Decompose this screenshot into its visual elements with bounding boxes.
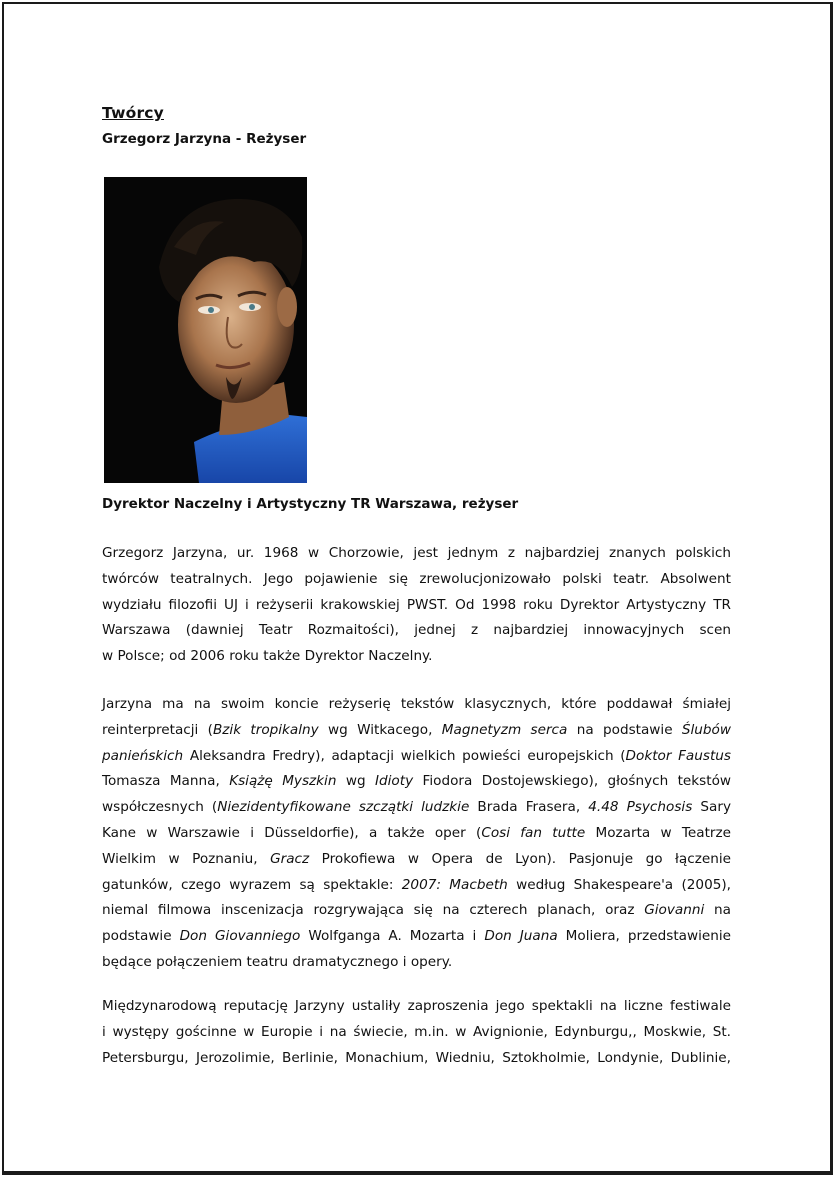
text-run: wg — [336, 773, 376, 790]
text-line — [102, 744, 731, 770]
text-line — [102, 924, 731, 950]
text-line: i występy gościnne w Europie i na świecie, m.in. w Avignionie, Edynburgu,, Moskwie, St. — [102, 1023, 731, 1040]
text-line: Warszawa (dawniej Teatr Rozmaitości), jednej z najbardziej innowacyjnych scen — [102, 622, 731, 639]
text-line — [102, 847, 731, 873]
title-italic: Don Giovanniego — [179, 928, 301, 945]
text-line: będące połączeniem teatru dramatycznego i opery. — [102, 953, 453, 970]
biography-paragraph-3 — [102, 994, 731, 1071]
title-italic: Niezidentyfikowane szczątki ludzkie — [217, 799, 470, 816]
text-line: Petersburgu, Jerozolimie, Berlinie, Monachium, Wiedniu, Sztokholmie, Londynie, Dublinie, — [102, 1049, 731, 1066]
title-italic: Ślubów — [681, 721, 731, 738]
text-run: Fiodora Dostojewskiego), głośnych tekstów — [413, 773, 732, 790]
text-run: reinterpretacji ( — [102, 721, 213, 738]
text-line: twórców teatralnych. Jego pojawienie się zrewolucjonizowało polski teatr. Absolwent — [102, 570, 731, 587]
title-italic: Gracz — [270, 850, 310, 867]
text-run: według Shakespeare'a (2005), — [507, 876, 732, 893]
text-run: niemal filmowa inscenizacja rozgrywająca się na czterech planach, oraz — [102, 902, 645, 919]
text-line: wydziału filozofii UJ i reżyserii krakowskiej PWST. Od 1998 roku Dyrektor Artystyczny TR — [102, 596, 731, 613]
portrait-photo — [104, 177, 307, 483]
title-italic: Bzik tropikalny — [212, 721, 319, 738]
title-italic: 2007: Macbeth — [401, 876, 508, 893]
text-line: Międzynarodową reputację Jarzyny ustaliły zaproszenia jego spektakli na liczne festiwale — [102, 998, 731, 1014]
section-title: Twórcy — [102, 104, 164, 122]
text-line: w Polsce; od 2006 roku także Dyrektor Naczelny. — [102, 648, 433, 665]
text-run: Wielkim w Poznaniu, — [102, 850, 271, 867]
title-italic: Giovanni — [644, 902, 705, 919]
title-italic: Cosi fan tutte — [481, 824, 586, 841]
text-line — [102, 769, 731, 795]
text-run: Mozarta w Teatrze — [585, 824, 732, 841]
text-run: podstawie — [102, 928, 180, 945]
text-line: Jarzyna ma na swoim koncie reżyserię tekstów klasycznych, które poddawał śmiałej — [102, 696, 731, 712]
title-italic: Magnetyzm serca — [441, 721, 568, 738]
biography-paragraph-2 — [102, 692, 731, 976]
text-line — [102, 795, 731, 821]
text-run: wg Witkacego, — [318, 721, 442, 738]
title-italic: Książę Myszkin — [229, 773, 337, 790]
role-heading: Dyrektor Naczelny i Artystyczny TR Warszawa, reżyser — [102, 496, 519, 512]
title-italic: Idioty — [375, 773, 414, 790]
title-italic: Don Juana — [484, 928, 558, 945]
text-run: Wolfganga A. Mozarta i — [300, 928, 485, 945]
text-run: Tomasza Manna, — [102, 773, 230, 790]
portrait-image — [104, 177, 307, 483]
text-run: Moliera, przedstawienie — [557, 928, 731, 945]
text-run: na podstawie — [567, 721, 682, 738]
title-italic: 4.48 Psychosis — [588, 799, 693, 816]
text-run: współczesnych ( — [102, 799, 218, 816]
text-run: Sary — [692, 799, 731, 816]
text-run: Aleksandra Fredry), adaptacji wielkich powieści europejskich ( — [183, 747, 626, 764]
text-run: gatunków, czego wyrazem są spektakle: — [102, 876, 402, 893]
person-heading: Grzegorz Jarzyna - Reżyser — [102, 131, 307, 147]
text-run: Kane w Warszawie i Düsseldorfie), a także oper ( — [102, 824, 482, 841]
text-run: na — [704, 902, 731, 919]
title-italic: Doktor Faustus — [625, 747, 731, 764]
text-run: Brada Frasera, — [469, 799, 589, 816]
text-line: Grzegorz Jarzyna, ur. 1968 w Chorzowie, jest jednym z najbardziej znanych polskich — [102, 545, 731, 561]
title-italic: panieńskich — [102, 747, 184, 764]
text-line — [102, 821, 731, 847]
text-line — [102, 873, 731, 899]
text-run: Prokofiewa w Opera de Lyon). Pasjonuje go łączenie — [309, 850, 731, 867]
text-line — [102, 718, 731, 744]
biography-paragraph-1 — [102, 541, 731, 670]
text-line — [102, 898, 731, 924]
